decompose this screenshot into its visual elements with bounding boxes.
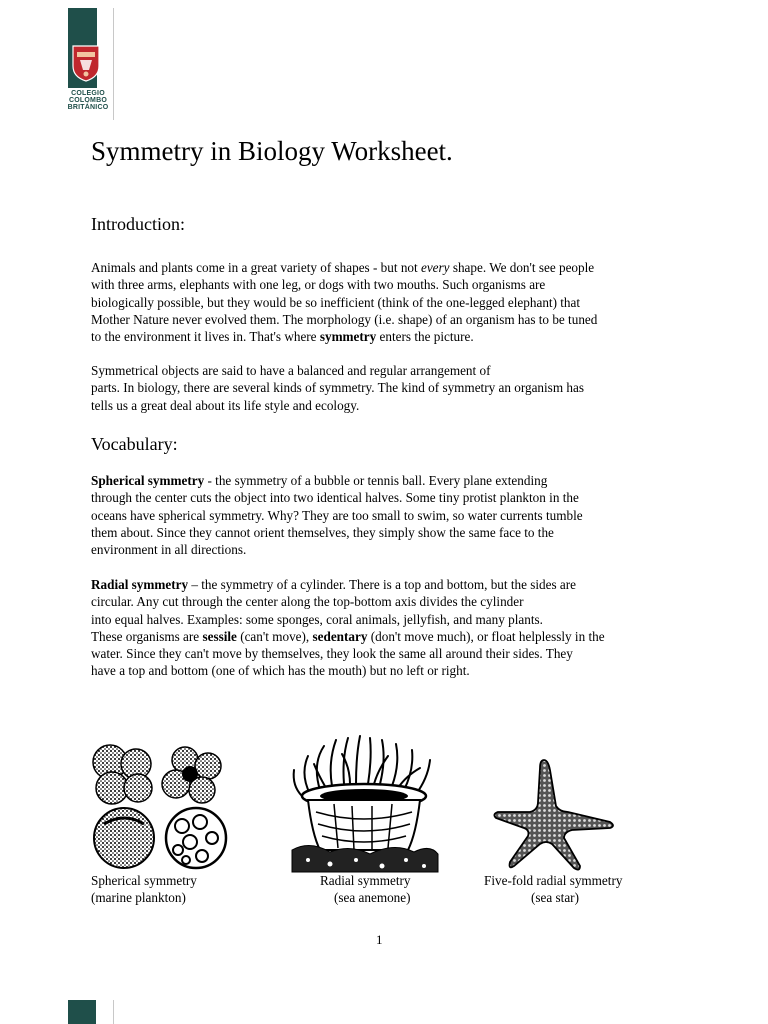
caption-radial: Radial symmetry — [320, 873, 411, 888]
intro-paragraph-1: Animals and plants come in a great variety of shapes - but not every shape. We don't see people with three arms, elephants with one leg, or dogs with two mouths. Such organisms are biologically possible, but they would be so inefficient (think of the one-legged elephant) that Mother Nature never evolved them. The morphology (i.e. shape) of an organism has to be tuned to the environment it lives in. That's where symmetry enters the picture. — [91, 260, 598, 345]
caption-five-fold: Five-fold radial symmetry — [484, 873, 623, 888]
page-number: 1 — [376, 932, 383, 947]
radial-symmetry-definition: Radial symmetry – the symmetry of a cylinder. There is a top and bottom, but the sides are circular. Any cut through the center along the top-bottom axis divides the cylinder into equal halves. Examples: some sponges, coral animals, jellyfish, and many plants. These organisms are sessile (can't move), sedentary (don't move much), or float helplessly in the water. Since they can't move by themselves, they look the same all around their sides. They have a top and bottom (one of which has the mouth) but no left or right. — [91, 577, 605, 679]
page-title: Symmetry in Biology Worksheet. — [91, 136, 453, 166]
footer-bar — [68, 1000, 94, 1024]
caption-five-fold-sub: (sea star) — [531, 890, 579, 905]
marine-plankton-illustration — [90, 742, 230, 870]
caption-spherical-sub: (marine plankton) — [91, 890, 186, 905]
vocabulary-heading: Vocabulary: — [91, 434, 178, 454]
spherical-symmetry-definition: Spherical symmetry - the symmetry of a bubble or tennis ball. Every plane extending through the center cuts the object into two identical halves. Some tiny protist plankton in the oceans have spherical symmetry. Why? They are too small to swim, so water currents tumble them about. Since they cannot orient themselves, they simply show the same face to the environment in all directions. — [91, 473, 583, 558]
caption-spherical: Spherical symmetry — [91, 873, 197, 888]
caption-radial-sub: (sea anemone) — [334, 890, 411, 905]
school-name: COLEGIO COLOMBO BRITÁNICO — [67, 90, 109, 111]
school-logo — [64, 4, 116, 120]
sea-star-illustration — [492, 758, 616, 872]
school-crest-icon — [71, 44, 101, 82]
intro-paragraph-2: Symmetrical objects are said to have a balanced and regular arrangement of parts. In biology, there are several kinds of symmetry. The kind of symmetry an organism has tells us a great deal about its life style and ecology. — [91, 363, 584, 413]
introduction-heading: Introduction: — [91, 214, 185, 234]
sea-anemone-illustration — [290, 734, 440, 874]
